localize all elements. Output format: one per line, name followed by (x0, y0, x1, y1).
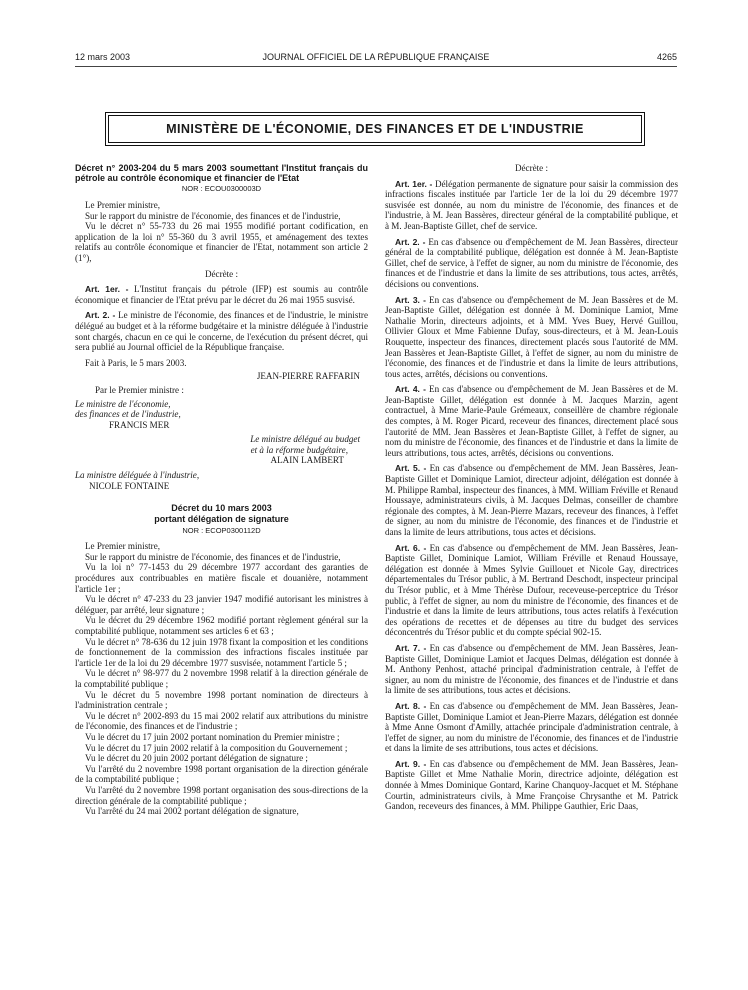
ministry-banner (108, 115, 642, 143)
decree1-nor: NOR : ECOU0300003D (181, 184, 262, 194)
art-label: Art. 1er. - (85, 284, 129, 295)
min-budget-line1: Le ministre délégué au budget (250, 434, 360, 445)
visa-paragraph: Vu le décret n° 98-977 du 2 novembre 1998 relatif à la direction générale de la comptabilité publique ; (75, 668, 368, 689)
article-text: En cas d'absence ou d'empêchement de MM. Jean Bassères, Jean-Baptiste Gillet, Dominique Lamiot et Jacques Delmas, délégation est donnée à M. Anthony Penhost, attaché principal d'administration centrale, à l'effet de signer, au nom du ministre de l'économie, des finances et de l'industrie et dans la limite de ses attributions, tous actes et décisions. (385, 642, 678, 696)
article-label: Art. 7. - (395, 642, 427, 653)
article-text: En cas d'absence ou d'empêchement de MM. Jean Bassères, Jean-Baptiste Gillet, Dominique Lamiot et Jean-Pierre Mazars, délégation est donnée à Mme Anne Osmont d'Amilly, attachée principale d'administration centrale, à l'effet de signer, au nom du ministre de l'économie, des finances et de l'industrie et dans la limite de ses attributions, tous actes et décisions. (385, 700, 678, 754)
visa-paragraph: Vu le décret du 5 novembre 1998 portant nomination de directeurs à l'administration centrale ; (75, 689, 368, 711)
article-text: En cas d'absence ou d'empêchement de MM. Jean Bassères, Jean-Baptiste Gillet et Dominique Lamiot, directeur adjoint, délégation est donnée à M. Philippe Rambal, inspecteur des finances, à MM. William Fréville et Renaud Houssaye, administrateurs civils, à M. Jacques Delmas, conseiller de chambre régionale des comptes, à M. Jean-Pierre Mazars, receveur des finances, à l'effet de signer, au nom du ministre de l'économie, des finances et de l'industrie et dans la limite de leurs attributions, tous actes et décisions. (385, 463, 678, 537)
art-text: Le ministre de l'économie, des finances et de l'industrie, le ministre délégué au budget et à la réforme budgétaire et la ministre déléguée à l'industrie sont chargés, chacun en ce qui le concerne, de l'exécution du présent décret, qui sera publié au Journal officiel de la République française. (75, 310, 368, 353)
article-label: Art. 5. - (395, 463, 427, 474)
article-paragraph (385, 463, 678, 537)
visa-paragraph: Vu le décret n° 78-636 du 12 juin 1978 fixant la composition et les conditions de fonctionnement de la commission des infractions fiscales instituée par l'article 1er de la loi du 29 décembre 1977 susvisée, notamment l'article 5 ; (75, 636, 368, 668)
visa-paragraph: Vu le décret n° 2002-893 du 15 mai 2002 relatif aux attributions du ministre de l'économie, des finances et de l'industrie ; (75, 710, 368, 732)
article-text: En cas d'absence ou d'empêchement de MM. Jean Bassères, Jean-Baptiste Gillet, Dominique Lamiot, William Fréville et Renaud Houssaye, délégation est donnée à Mmes Sylvie Guillouet et Nicole Gay, directrices départementales du Trésor public, à M. Bertrand Deschodt, inspecteur principal du Trésor public, et à Mme Thérèse Dufour, receveuse-perceptrice du Trésor public, à l'effet de signer, au nom du ministre de l'économie, des finances et de l'industrie et dans la limite de leurs attributions, tous actes relatifs à l'exécution des opérations de recettes et de dépenses au titre du budget des services déconcentrés du Trésor public et du compte spécial 902-15. (385, 542, 678, 638)
sig-fontaine: NICOLE FONTAINE (89, 480, 170, 491)
article-label: Art. 3. - (395, 294, 426, 305)
article-paragraph (385, 179, 678, 232)
article-label: Art. 1er. - (395, 178, 433, 189)
visa-paragraph: Vu le décret du 29 décembre 1962 modifié portant règlement général sur la comptabilité publique, notamment ses articles 6 et 63 ; (75, 615, 368, 636)
decree2-title-line1: Décret du 10 mars 2003 (171, 503, 272, 514)
article-text: En cas d'absence ou d'empêchement de M. Jean Bassères et de M. Jean-Baptiste Gillet, délégation est donnée à M. Jacques Marzin, agent contractuel, à Mme Marie-Paule Grémeaux, conseillère de chambre régionale des comptes, à M. Roger Picard, receveur des finances, directement placé sous l'autorité de MM. Jean Bassères et Jean-Baptiste Gillet, à l'effet de signer, au nom du ministre de l'économie, des finances et de l'industrie et dans la limite de leurs attributions, tous actes, arrêtés, décisions ou conventions. (385, 384, 679, 458)
left-column (75, 163, 368, 817)
article-label: Art. 8. - (395, 700, 427, 711)
sig-mer: FRANCIS MER (109, 419, 170, 430)
decree1-art1 (75, 284, 368, 305)
page-number: 4265 (656, 52, 677, 62)
decree1-pm: Le Premier ministre, (85, 200, 161, 210)
visa-paragraph: Sur le rapport du ministre de l'économie, des finances et de l'industrie, (85, 551, 341, 562)
min-eco-line2: des finances et de l'industrie, (75, 409, 181, 420)
article-paragraph (385, 237, 678, 290)
min-eco-line1: Le ministre de l'économie, (75, 398, 171, 409)
ministry-title: MINISTÈRE DE L'ÉCONOMIE, DES FINANCES ET DE L'INDUSTRIE (166, 122, 584, 136)
article-text: En cas d'absence ou d'empêchement de M. Jean Bassères, directeur général de la comptabilité publique, délégation est donnée à M. Jean-Baptiste Gillet, chef de service, à l'effet de signer, au nom du ministre de l'économie, des finances et de l'industrie et dans la limite de ses attributions, tous actes, arrêtés, décisions ou conventions. (385, 236, 678, 289)
article-text: En cas d'absence ou d'empêchement de M. Jean Bassères et de M. Jean-Baptiste Gillet, délégation est donnée à M. Dominique Lamiot, Mme Nathalie Morin, directeurs adjoints, et à MM. Yves Buey, Hervé Guillou, Ollivier Gloux et Mme Fabienne Dufay, sous-directeurs, et à M. Jean-Louis Rouquette, inspecteur des finances, directement placés sous l'autorité de MM. Jean Bassères et Jean-Baptiste Gillet, à l'effet de signer, au nom du ministre de l'économie, des finances et de l'industrie et dans la limite de leurs attributions, tous actes, arrêtés, décisions ou conventions. (385, 294, 679, 379)
decree2-decrete: Décrète : (514, 163, 549, 173)
visa-paragraph: Vu l'arrêté du 24 mai 2002 portant délégation de signature, (85, 806, 299, 817)
right-column (385, 163, 678, 812)
header-rule (75, 66, 677, 67)
visa-paragraph: Vu l'arrêté du 2 novembre 1998 portant organisation des sous-directions de la direction générale de la comptabilité publique ; (75, 784, 368, 806)
min-industrie: La ministre déléguée à l'industrie, (75, 470, 200, 481)
article-label: Art. 6. - (395, 542, 427, 553)
page-header (75, 52, 677, 66)
article-label: Art. 4. - (395, 384, 426, 395)
min-budget-line2: et à la réforme budgétaire, (250, 444, 348, 455)
article-paragraph (385, 384, 678, 458)
article-paragraph (385, 543, 678, 638)
article-label: Art. 9. - (395, 758, 427, 769)
decree1-decrete: Décrète : (204, 268, 239, 279)
sig-lambert: ALAIN LAMBERT (270, 455, 344, 466)
decree2-articles (385, 179, 678, 812)
decree2-visas (75, 541, 368, 816)
visa-paragraph: Vu le décret du 17 juin 2002 portant nomination du Premier ministre ; (85, 731, 340, 742)
decree2-title-line2: portant délégation de signature (154, 514, 289, 525)
sig-raffarin: JEAN-PIERRE RAFFARIN (256, 371, 360, 382)
visa-paragraph: Le Premier ministre, (85, 541, 161, 552)
par-premier-ministre: Par le Premier ministre : (95, 384, 184, 395)
visa-paragraph: Vu le décret du 17 juin 2002 relatif à la composition du Gouvernement ; (85, 742, 348, 753)
art-text: L'Institut français du pétrole (IFP) est soumis au contrôle économique et financier de l'Etat prévu par le décret du 26 mai 1955 susvisé. (75, 284, 368, 305)
visa-paragraph: Vu le décret du 20 juin 2002 portant délégation de signature ; (85, 753, 308, 764)
visa-paragraph: Vu la loi n° 77-1453 du 29 décembre 1977 accordant des garanties de procédures aux contribuables en matière fiscale et douanière, notamment l'article 1er ; (75, 562, 368, 594)
decree1-art2 (75, 310, 368, 352)
issue-date: 12 mars 2003 (75, 52, 131, 62)
article-text: En cas d'absence ou d'empêchement de MM. Jean Bassères, Jean-Baptiste Gillet et Mme Nathalie Morin, directrice adjointe, délégation est donnée à Mmes Dominique Gontard, Karine Chanquoy-Jacquet et M. Stéphane Courtin, administrateurs civils, à Mme Françoise Chrysanthe et M. Patrick Gandon, receveurs des finances, à MM. Philippe Gauthier, Eric Daas, (385, 758, 678, 812)
visa-paragraph: Vu le décret n° 47-233 du 23 janvier 1947 modifié autorisant les ministres à déléguer, par arrêté, leur signature ; (75, 594, 368, 615)
article-paragraph (385, 701, 678, 754)
journal-title: JOURNAL OFFICIEL DE LA RÉPUBLIQUE FRANÇAISE (262, 52, 490, 62)
article-paragraph (385, 759, 678, 812)
article-text: Délégation permanente de signature pour saisir la commission des infractions fiscales instituée par l'article 1er de la loi du 29 décembre 1977 susvisée est donnée, au nom du ministre de l'économie, des finances et de l'industrie, à M. Jean Bassères, directeur général de la comptabilité publique, et à M. Jean-Baptiste Gillet, chef de service. (385, 178, 678, 231)
art-label: Art. 2. - (85, 310, 116, 321)
visa-paragraph: Vu l'arrêté du 2 novembre 1998 portant organisation de la direction générale de la comptabilité publique ; (75, 763, 368, 785)
decree2-nor: NOR : ECOP0300112D (182, 525, 261, 535)
decree1-rapport: Sur le rapport du ministre de l'économie, des finances et de l'industrie, (85, 210, 341, 221)
article-paragraph (385, 295, 678, 380)
article-label: Art. 2. - (395, 236, 426, 247)
decree1-vu: Vu le décret n° 55-733 du 26 mai 1955 modifié portant codification, en application de la loi n° 55-360 du 3 avril 1955, et aménagement des textes relatifs au contrôle économique et financier de l'Etat, notamment son article 2 (1°), (75, 221, 368, 263)
article-paragraph (385, 643, 678, 696)
decree1-title: Décret n° 2003-204 du 5 mars 2003 soumettant l'Institut français du pétrole au contrôle économique et financier de l'Etat (75, 163, 368, 184)
decree1-done: Fait à Paris, le 5 mars 2003. (85, 357, 187, 368)
